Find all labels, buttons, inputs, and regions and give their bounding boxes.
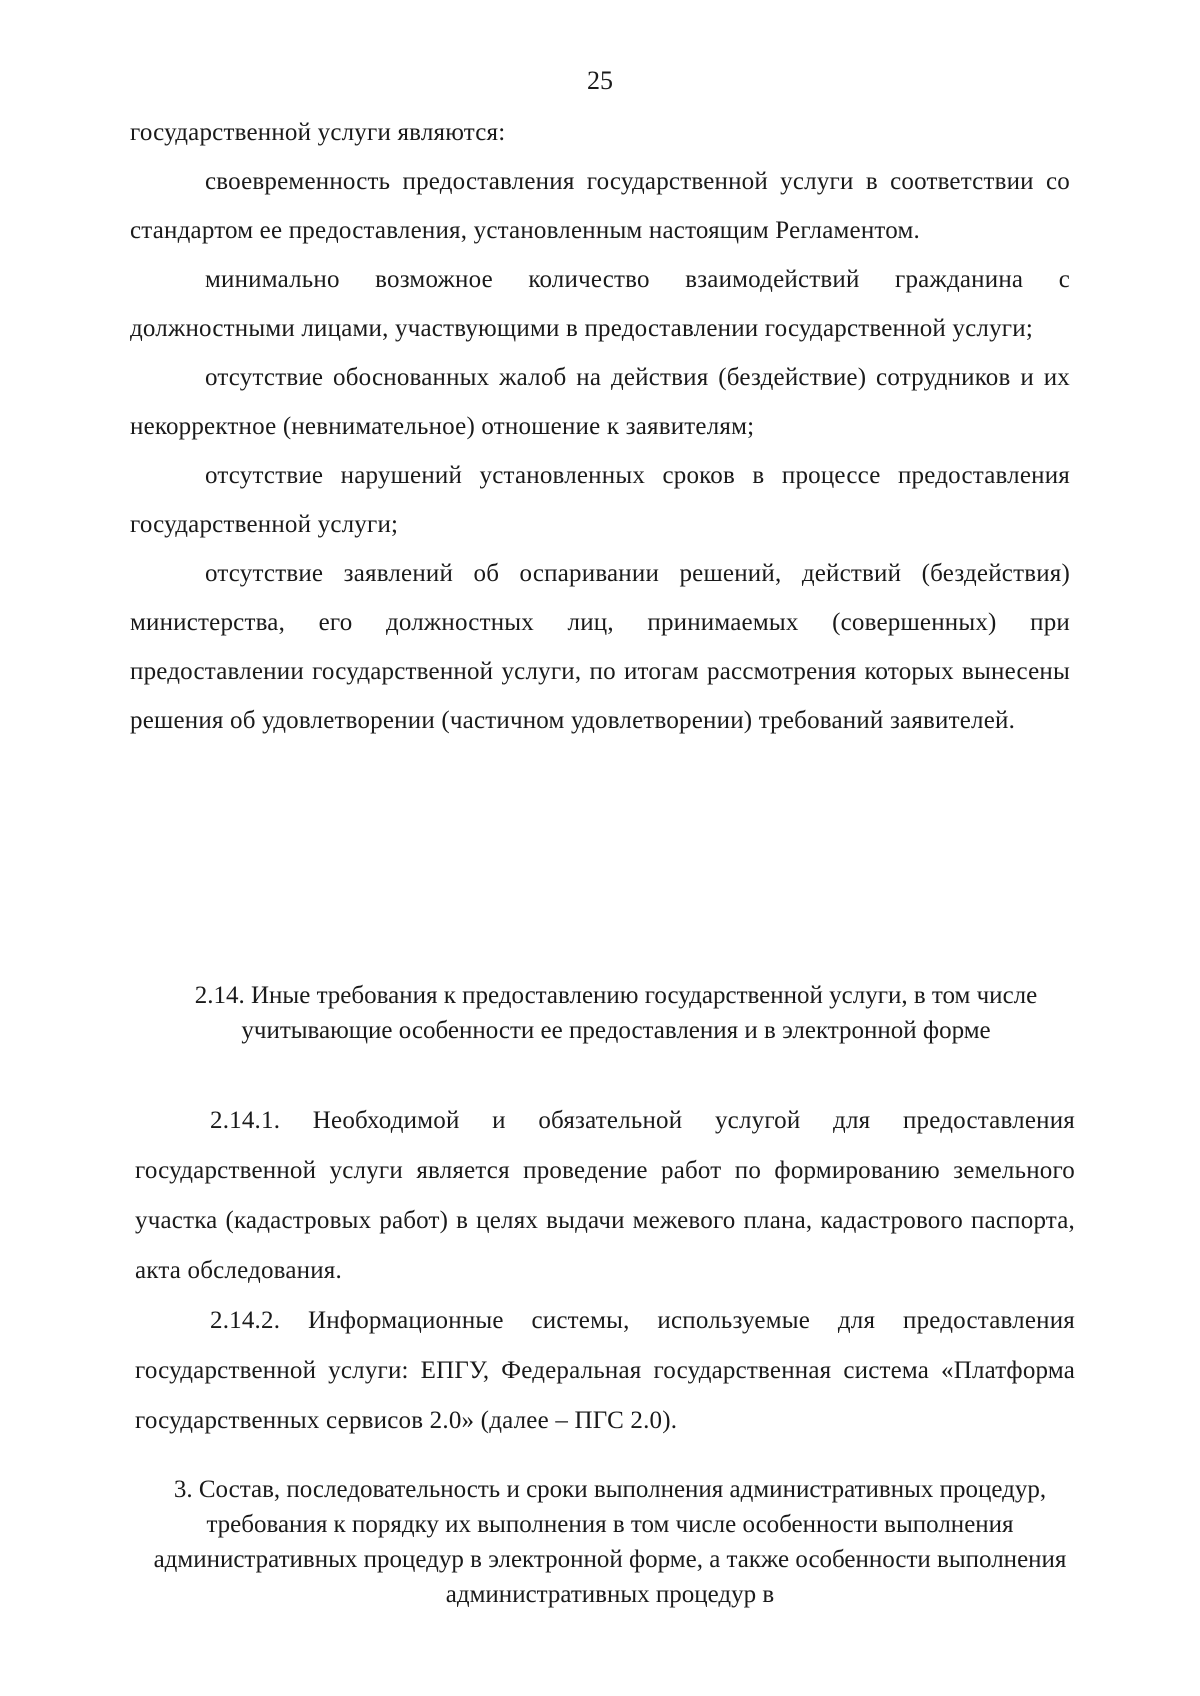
paragraph-intro: государственной услуги являются: <box>130 119 506 146</box>
page-number: 25 <box>587 66 613 95</box>
paragraph-2-14-2: 2.14.2. Информационные системы, используемые для предоставления государственной услуги: ЕПГУ, Федеральная государственная система «Платформа государственных сервисов 2.0» (далее – ПГС 2.0). <box>135 1307 1075 1434</box>
section-2-14-body <box>135 1096 1075 1446</box>
paragraph-min-interactions: минимально возможное количество взаимодействий гражданина с должностными лицами, участвующими в предоставлении государственной услуги; <box>130 266 1070 342</box>
quality-indicators-section <box>130 108 1070 745</box>
paragraph-no-deadline-violations: отсутствие нарушений установленных сроков в процессе предоставления государственной услуги; <box>130 462 1070 538</box>
paragraph-timeliness: своевременность предоставления государственной услуги в соответствии со стандартом ее предоставления, установленным настоящим Регламентом. <box>130 168 1070 244</box>
paragraph-no-disputes: отсутствие заявлений об оспаривании решений, действий (бездействия) министерства, его должностных лиц, принимаемых (совершенных) при предоставлении государственной услуги, по итогам рассмотрения которых вынесены решения об удовлетворении (частичном удовлетворении) требований заявителей. <box>130 560 1070 734</box>
paragraph-2-14-1: 2.14.1. Необходимой и обязательной услугой для предоставления государственной услуги является проведение работ по формированию земельного участка (кадастровых работ) в целях выдачи межевого плана, кадастрового паспорта, акта обследования. <box>135 1107 1075 1284</box>
section-heading-2-14: 2.14. Иные требования к предоставлению государственной услуги, в том числе учитывающие особенности ее предоставления и в электронной форме <box>194 982 1038 1044</box>
paragraph-no-complaints: отсутствие обоснованных жалоб на действия (бездействие) сотрудников и их некорректное (невнимательное) отношение к заявителям; <box>130 364 1070 440</box>
section-heading-3: 3. Состав, последовательность и сроки выполнения административных процедур, требования к порядку их выполнения в том числе особенности выполнения административных процедур в электронной форме, а также особенности выполнения административных процедур в <box>153 1476 1067 1608</box>
